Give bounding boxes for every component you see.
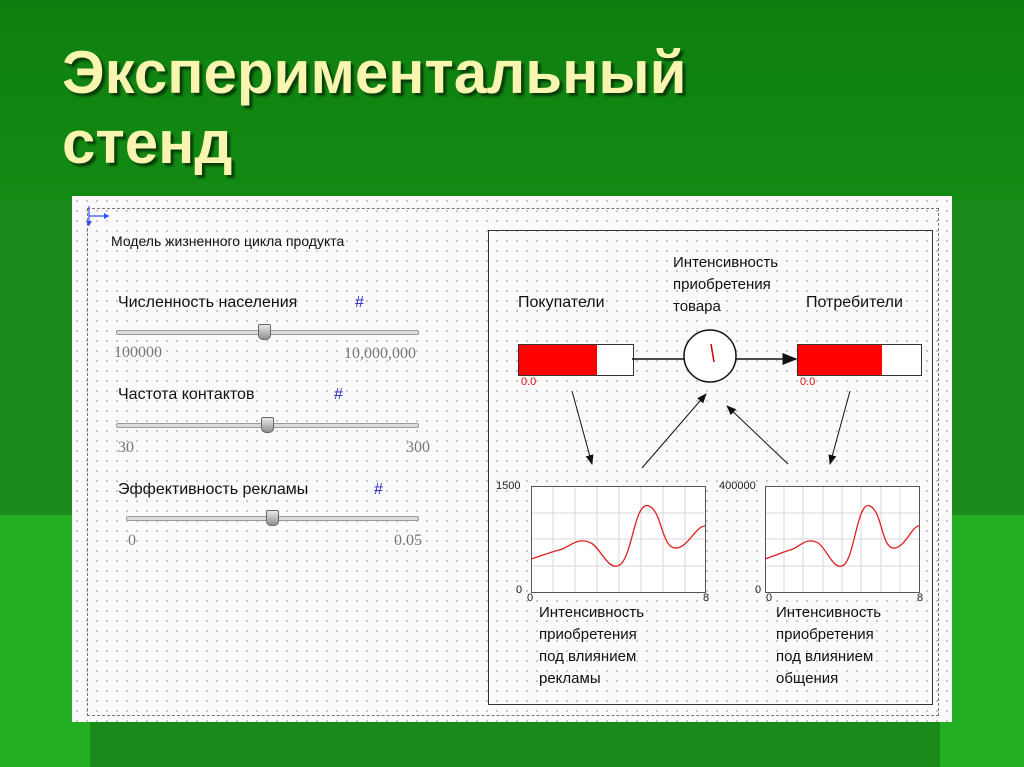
slide-title-line-1: Экспериментальный (62, 39, 687, 106)
slider-max-ad-effectiveness: 0.05 (394, 532, 422, 549)
slider-min-ad-effectiveness: 0 (128, 532, 136, 549)
chart2-y-max: 400000 (719, 480, 756, 492)
chart1-caption-line-1: Интенсивность (539, 604, 645, 621)
stock-value-buyers: 0.0 (521, 376, 537, 388)
slide-background-accent-right (940, 515, 1024, 767)
stock-value-consumers: 0.0 (800, 376, 816, 388)
chart2-y-min: 0 (755, 584, 762, 596)
stock-label-consumers: Потребители (806, 294, 903, 311)
slider-min-population: 100000 (114, 344, 162, 361)
chart1-y-min: 0 (516, 584, 523, 596)
flow-label-line-2: приобретения (673, 276, 771, 293)
chart2-x-min: 0 (766, 592, 773, 604)
chart1-caption-line-4: рекламы (539, 670, 601, 687)
param-value-ad-effectiveness: # (374, 481, 383, 498)
arrow-chart1-to-flow (642, 394, 706, 468)
arrow-chart2-to-flow (727, 406, 788, 464)
param-label-ad-effectiveness: Эффективность рекламы (118, 481, 309, 498)
arrow-consumers-to-chart2 (830, 391, 850, 464)
simulation-panel (72, 196, 952, 722)
chart1-x-min: 0 (527, 592, 534, 604)
slide-title-line-2: стенд (62, 109, 233, 176)
param-label-contact-rate: Частота контактов (118, 386, 255, 403)
slider-max-contact-rate: 300 (406, 439, 430, 456)
arrow-buyers-to-chart1 (572, 391, 592, 464)
model-title: Модель жизненного цикла продукта (111, 233, 345, 249)
slider-max-population: 10,000,000 (344, 345, 416, 362)
chart2-x-max: 8 (917, 592, 924, 604)
slider-min-contact-rate: 30 (118, 439, 134, 456)
stock-label-buyers: Покупатели (518, 294, 605, 311)
param-label-population: Численность населения (118, 294, 298, 311)
chart2-caption-line-4: общения (776, 670, 839, 687)
slide-title (62, 38, 922, 178)
chart1-caption (539, 602, 644, 690)
chart-ad-influence[interactable] (531, 486, 706, 593)
chart1-y-max: 1500 (496, 480, 521, 492)
param-value-population: # (355, 294, 364, 311)
chart2-caption-line-3: под влиянием (776, 648, 874, 665)
chart2-caption (776, 602, 881, 690)
chart1-x-max: 8 (703, 592, 710, 604)
chart2-caption-line-2: приобретения (776, 626, 874, 643)
flow-label-line-3: товара (673, 298, 721, 315)
chart1-caption-line-2: приобретения (539, 626, 637, 643)
chart-communication-influence[interactable] (765, 486, 920, 593)
chart1-caption-line-3: под влиянием (539, 648, 637, 665)
param-value-contact-rate: # (334, 386, 343, 403)
chart2-caption-line-1: Интенсивность (776, 604, 882, 621)
flow-valve (684, 330, 736, 382)
flow-label-line-1: Интенсивность (673, 254, 779, 271)
